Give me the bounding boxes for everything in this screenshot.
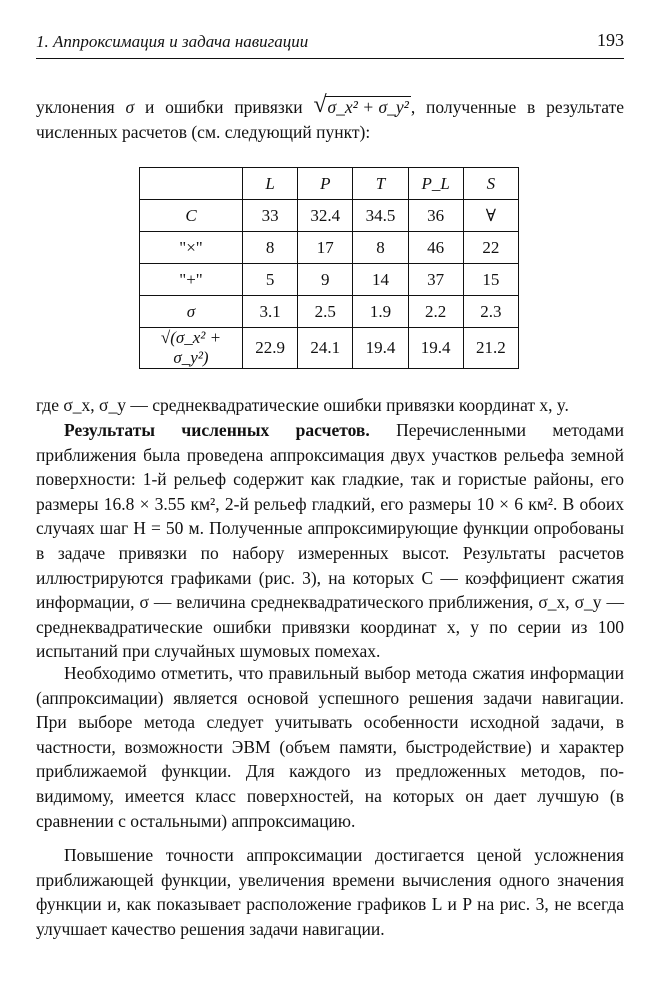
intro-paragraph: уклонения σ и ошибки привязки √ σ_x² + σ_y² , полученные в результате численных расчетов (см. следующий пункт): [36, 92, 625, 142]
paragraph-2: Необходимо отметить, что правильный выбор метода сжатия информации (аппроксимации) является основой успешного решения задачи навигации. При выборе метода следует учитывать особенности исходной задачи, в частности, возможности ЭВМ (объем памяти, быстродействие) и характер приближаемой функции. Для каждого из предложенных методов, по-видимому, имеется класс поверхностей, на которых он дает лучшую (в сравнении с остальными) аппроксимацию. [36, 663, 624, 831]
results-paragraph [36, 418, 624, 664]
where-line: где σ_x, σ_y — среднеквадратические ошибки привязки координат x, y. [36, 395, 569, 415]
results-heading: Результаты численных расчетов. [64, 420, 370, 440]
paragraph-3: Повышение точности аппроксимации достигается ценой усложнения приближающей функции, увеличения времени вычисления одного значения функции и, как показывает расположение графиков L и P на рис. 3, не всегда улучшает качество решения задачи навигации. [36, 845, 624, 939]
table-header-row: L P T P_L S [140, 168, 519, 200]
sqrt-expression: √ σ_x² + σ_y² [313, 92, 409, 118]
chapter-title: 1. Аппроксимация и задача навигации [36, 32, 309, 51]
results-table [139, 167, 519, 369]
page-number: 193 [597, 30, 624, 50]
table-row: σ 3.1 2.5 1.9 2.2 2.3 [140, 296, 519, 328]
results-text: Перечисленными методами приближения была проведена аппроксимация двух участков рельефа земной поверхности: 1-й рельеф содержит как гладкие, так и гористые районы, его размеры 16.8 × 3.55 км², 2-й рельеф гладкий, его размеры 10 × 6 км². В обоих случаях шаг H = 50 м. Полученные аппроксимирующие функции опробованы в задаче привязки по набору измеренных высот. Результаты расчетов иллюстрируются графиками (рис. 3), на которых C — коэффициент сжатия информации, σ — величина среднеквадратического приближения, σ_x, σ_y — среднеквадратические ошибки привязки координат x, y по серии из 100 испытаний при случайных шумовых помехах. [36, 420, 624, 662]
page-header [36, 28, 624, 59]
table-row: C 33 32.4 34.5 36 ∀ [140, 200, 519, 232]
table-row: "×" 8 17 8 46 22 [140, 232, 519, 264]
table-row: "+" 5 9 14 37 15 [140, 264, 519, 296]
table-row: √(σ_x² + σ_y²) 22.9 24.1 19.4 19.4 21.2 [140, 328, 519, 369]
